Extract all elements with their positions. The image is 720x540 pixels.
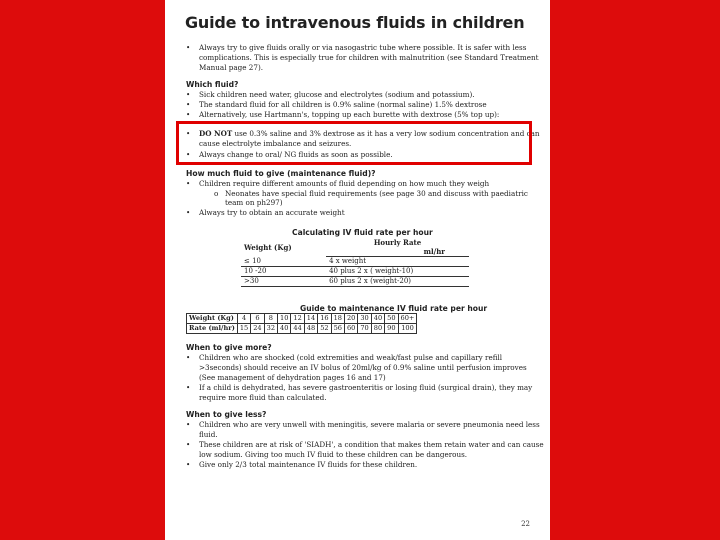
rate-weight-cell: 10 -20 <box>241 267 326 277</box>
weight-cell: 6 <box>251 314 264 324</box>
warning-line-2: cause electrolyte imbalance and seizures. <box>199 139 352 148</box>
table-row <box>241 257 469 267</box>
weight-row-label: Weight (Kg) <box>187 314 238 324</box>
rate-cell: 56 <box>331 324 344 334</box>
give-more-line-5: require more fluid than calculated. <box>199 393 327 402</box>
table-row <box>241 277 469 287</box>
give-less-line-4: low sodium. Giving too much IV fluid to these children can be dangerous. <box>199 450 468 459</box>
table-row <box>241 267 469 277</box>
give-more-line-4: • If a child is dehydrated, has severe gastroenteritis or losing fluid (surgical drain), they may <box>199 383 532 393</box>
warning-text: use 0.3% saline and 3% dextrose as it has a very low sodium concentration and can <box>232 129 540 138</box>
intro-line-2: complications. This is especially true for children with malnutrition (see Standard Treatment <box>199 53 539 62</box>
weight-cell: 16 <box>318 314 331 324</box>
give-less-line-5: • Give only 2/3 total maintenance IV fluids for these children. <box>199 460 417 470</box>
rate-table <box>241 238 469 287</box>
warning-bold: DO NOT <box>199 129 233 138</box>
rate-col-weight: Weight (Kg) <box>244 242 292 252</box>
rate-cell: 52 <box>318 324 331 334</box>
document-page <box>165 0 550 540</box>
how-much-item-2: • Always try to obtain an accurate weight <box>199 208 345 218</box>
rate-weight-cell: ≤ 10 <box>241 257 326 267</box>
rate-cell: 90 <box>385 324 398 334</box>
weight-cell: 12 <box>291 314 304 324</box>
rate-cell: 15 <box>237 324 250 334</box>
rate-cell: 80 <box>371 324 384 334</box>
give-less-line-3: • These children are at risk of 'SIADH', a condition that makes them retain water and can cause <box>199 440 544 450</box>
weight-cell: 50 <box>385 314 398 324</box>
rate-cell: 60 <box>344 324 357 334</box>
rate-cell: 70 <box>358 324 371 334</box>
maintenance-table <box>186 313 417 334</box>
intro-line-3: Manual page 27). <box>199 63 264 72</box>
rate-row-label: Rate (ml/hr) <box>187 324 238 334</box>
rate-cell: 100 <box>398 324 417 334</box>
rate-value-cell: 60 plus 2 x (weight-20) <box>326 277 469 287</box>
weight-cell: 60+ <box>398 314 417 324</box>
give-more-heading: When to give more? <box>186 343 272 352</box>
rate-cell: 24 <box>251 324 264 334</box>
page-title: Guide to intravenous fluids in children <box>185 13 525 32</box>
rate-cell: 40 <box>278 324 291 334</box>
weight-cell: 4 <box>237 314 250 324</box>
weight-cell: 8 <box>264 314 277 324</box>
weight-cell: 10 <box>278 314 291 324</box>
rate-col-hourly: Hourly Rate <box>373 238 422 247</box>
intro-line-1: • Always try to give fluids orally or via nasogastric tube where possible. It is safer with less <box>199 43 526 53</box>
rate-cell: 48 <box>304 324 317 334</box>
which-fluid-item-2: • The standard fluid for all children is 0.9% saline (normal saline) 1.5% dextrose <box>199 100 487 110</box>
weight-cell: 30 <box>358 314 371 324</box>
rate-value-cell: 40 plus 2 x ( weight-10) <box>326 267 469 277</box>
warning-highlight-box <box>176 121 532 165</box>
give-less-line-2: fluid. <box>199 430 218 439</box>
which-fluid-item-3: • Alternatively, use Hartmann's, topping up each burette with dextrose (5% top up): <box>199 110 499 120</box>
give-more-line-3: (See management of dehydration pages 16 and 17) <box>199 373 386 382</box>
give-more-line-1: • Children who are shocked (cold extremities and weak/fast pulse and capillary refill <box>199 353 502 363</box>
how-much-heading: How much fluid to give (maintenance fluid)? <box>186 169 376 178</box>
weight-cell: 20 <box>344 314 357 324</box>
rate-col-unit: ml/hr <box>326 247 469 257</box>
rate-table-title: Calculating IV fluid rate per hour <box>292 228 433 237</box>
give-less-heading: When to give less? <box>186 410 267 419</box>
table-row <box>187 314 417 324</box>
give-less-line-1: • Children who are very unwell with meningitis, severe malaria or severe pneumonia need less <box>199 420 540 430</box>
change-oral-line: • Always change to oral/ NG fluids as soon as possible. <box>199 150 393 160</box>
maint-table-title: Guide to maintenance IV fluid rate per hour <box>300 304 488 313</box>
which-fluid-item-1: • Sick children need water, glucose and electrolytes (sodium and potassium). <box>199 90 475 100</box>
table-row <box>187 324 417 334</box>
weight-cell: 40 <box>371 314 384 324</box>
which-fluid-heading: Which fluid? <box>186 80 239 89</box>
how-much-item-1: • Children require different amounts of fluid depending on how much they weigh <box>199 179 489 189</box>
how-much-sub-2: team on ph297) <box>225 198 283 207</box>
rate-cell: 32 <box>264 324 277 334</box>
rate-value-cell: 4 x weight <box>326 257 469 267</box>
rate-table-header <box>241 238 469 247</box>
rate-weight-cell: >30 <box>241 277 326 287</box>
weight-cell: 18 <box>331 314 344 324</box>
weight-cell: 14 <box>304 314 317 324</box>
rate-cell: 44 <box>291 324 304 334</box>
page-number: 22 <box>521 520 530 528</box>
give-more-line-2: >3seconds) should receive an IV bolus of 20ml/kg of 0.9% saline until perfusion improves <box>199 363 527 372</box>
how-much-sub-1: o Neonates have special fluid requirements (see page 30 and discuss with paediatric <box>214 189 528 198</box>
